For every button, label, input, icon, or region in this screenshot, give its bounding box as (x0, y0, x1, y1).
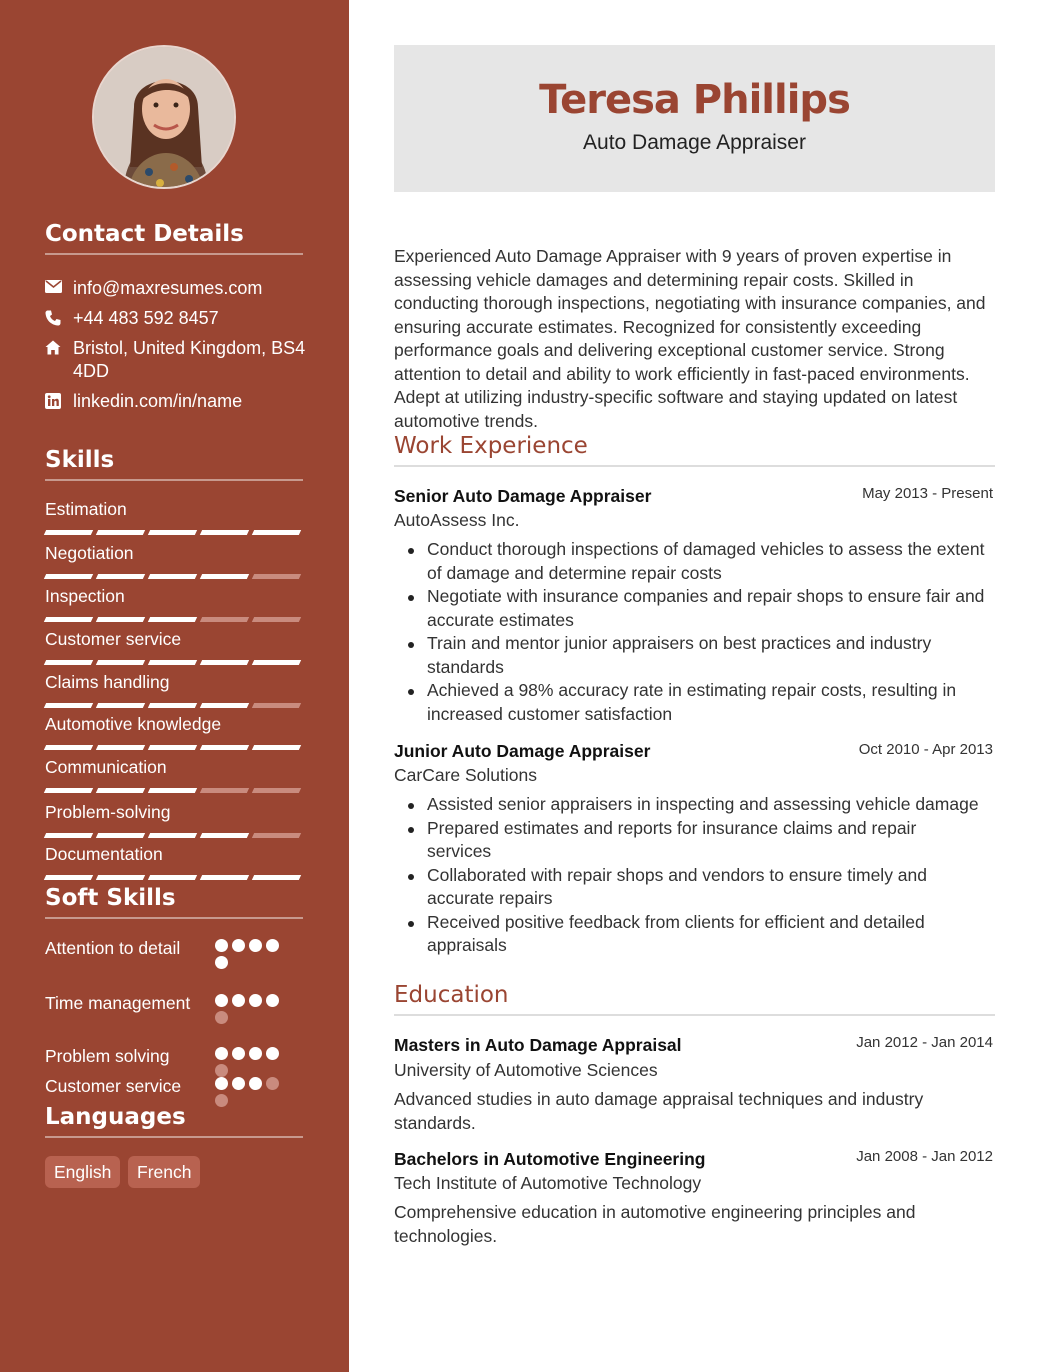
soft-skill-dot-filled (232, 939, 245, 952)
skill-item (45, 843, 303, 880)
skill-bar-filled (44, 617, 93, 622)
skill-bar-filled (96, 574, 145, 579)
soft-skill-item (45, 1074, 303, 1099)
contact-address-text: Bristol, United Kingdom, BS4 4DD (73, 338, 306, 381)
skill-bar-filled (252, 875, 301, 880)
skill-level-bars (45, 703, 303, 708)
skill-bar-filled (148, 833, 197, 838)
candidate-title: Auto Damage Appraiser (583, 131, 806, 154)
skill-bar-filled (200, 745, 249, 750)
job-bullet: Prepared estimates and reports for insurance claims and repair services (405, 817, 985, 864)
soft-skill-level-dots (215, 939, 289, 969)
soft-skill-dot-filled (232, 994, 245, 1007)
soft-skill-item (45, 936, 303, 961)
skill-level-bars (45, 875, 303, 880)
soft-skill-name: Problem solving (45, 1046, 170, 1066)
education-school: Tech Institute of Automotive Technology (394, 1173, 702, 1193)
job-bullet: Conduct thorough inspections of damaged vehicles to assess the extent of damage and determine repair costs (405, 538, 985, 585)
contact-phone[interactable] (45, 307, 310, 330)
soft-skill-dot-empty (266, 1077, 279, 1090)
contact-linkedin[interactable] (45, 390, 310, 413)
soft-skill-dot-filled (249, 994, 262, 1007)
skill-bar-filled (44, 788, 93, 793)
skill-bar-filled (148, 660, 197, 665)
sidebar (0, 0, 349, 1372)
soft-skill-dot-filled (215, 1047, 228, 1060)
soft-skill-level-dots (215, 1077, 289, 1107)
job-dates: Oct 2010 - Apr 2013 (858, 741, 993, 758)
job-bullet: Achieved a 98% accuracy rate in estimating repair costs, resulting in increased customer satisfaction (405, 679, 985, 726)
job-bullet: Train and mentor junior appraisers on best practices and industry standards (405, 632, 985, 679)
education-dates: Jan 2008 - Jan 2012 (856, 1148, 993, 1165)
skill-bar-filled (148, 574, 197, 579)
skill-bar-filled (96, 703, 145, 708)
skill-bar-filled (44, 703, 93, 708)
soft-skills-heading: Soft Skills (45, 885, 303, 919)
job-company: AutoAssess Inc. (394, 510, 520, 530)
skill-bar-filled (148, 875, 197, 880)
skill-item (45, 801, 303, 838)
skill-name: Communication (45, 757, 167, 777)
skill-level-bars (45, 530, 303, 535)
skill-bar-filled (200, 530, 249, 535)
education-degree: Masters in Auto Damage Appraisal (394, 1035, 682, 1055)
soft-skill-dot-filled (249, 1077, 262, 1090)
skill-bar-filled (148, 788, 197, 793)
skill-name: Claims handling (45, 672, 170, 692)
soft-skill-dot-filled (266, 939, 279, 952)
skill-item (45, 628, 303, 665)
soft-skill-dot-filled (266, 994, 279, 1007)
soft-skill-dot-empty (215, 1011, 228, 1024)
skill-bar-empty (200, 788, 249, 793)
education-description: Advanced studies in auto damage appraisal techniques and industry standards. (394, 1089, 924, 1133)
skill-bar-filled (44, 530, 93, 535)
skill-level-bars (45, 833, 303, 838)
skill-bar-filled (96, 875, 145, 880)
skill-level-bars (45, 660, 303, 665)
soft-skill-dot-filled (215, 956, 228, 969)
job-bullets (405, 538, 985, 726)
skill-bar-filled (96, 530, 145, 535)
soft-skill-dot-filled (249, 939, 262, 952)
skill-bar-filled (44, 745, 93, 750)
skill-item (45, 542, 303, 579)
skill-item (45, 756, 303, 793)
skill-bar-empty (252, 617, 301, 622)
skill-name: Automotive knowledge (45, 714, 222, 734)
profile-photo (92, 45, 236, 189)
skill-bar-filled (44, 875, 93, 880)
candidate-name: Teresa Phillips (539, 77, 850, 123)
education-heading: Education (394, 982, 995, 1016)
skill-bar-filled (200, 833, 249, 838)
languages-heading: Languages (45, 1104, 303, 1138)
job-bullet: Collaborated with repair shops and vendors to ensure timely and accurate repairs (405, 864, 985, 911)
profile-summary: Experienced Auto Damage Appraiser with 9 years of proven expertise in assessing vehicle damages and determining repair costs. Skilled in conducting thorough inspections, negotiating with insurance companies, and ensuring accurate estimates. Recognized for consistently exceeding performance goals and delivering exceptional customer service. Strong attention to detail and ability to work efficiently in fast-paced environments. Adept at utilizing industry-specific software and staying updated on latest automotive trends. (394, 246, 986, 431)
job-company: CarCare Solutions (394, 765, 537, 785)
envelope-icon (45, 277, 73, 300)
skill-bar-filled (96, 745, 145, 750)
soft-skill-dot-filled (215, 939, 228, 952)
skill-bar-filled (96, 788, 145, 793)
skill-bar-filled (252, 745, 301, 750)
skill-bar-filled (200, 703, 249, 708)
skill-bar-filled (148, 703, 197, 708)
skill-bar-filled (44, 660, 93, 665)
skill-bar-empty (200, 617, 249, 622)
skill-item (45, 713, 303, 750)
skill-name: Estimation (45, 499, 127, 519)
skills-heading: Skills (45, 447, 303, 481)
contact-phone-text: +44 483 592 8457 (73, 308, 219, 328)
job-title: Junior Auto Damage Appraiser (394, 741, 651, 761)
skill-bar-filled (200, 875, 249, 880)
soft-skill-name: Attention to detail (45, 938, 181, 958)
education-dates: Jan 2012 - Jan 2014 (856, 1034, 993, 1051)
job-bullet: Negotiate with insurance companies and repair shops to ensure fair and accurate estimates (405, 585, 985, 632)
skill-name: Inspection (45, 586, 125, 606)
contact-heading: Contact Details (45, 221, 303, 255)
job-title: Senior Auto Damage Appraiser (394, 486, 652, 506)
skill-name: Documentation (45, 844, 163, 864)
job-bullet: Assisted senior appraisers in inspecting and assessing vehicle damage (405, 793, 985, 817)
soft-skill-level-dots (215, 1047, 289, 1077)
skill-level-bars (45, 574, 303, 579)
linkedin-icon (45, 390, 73, 413)
language-tag: French (128, 1156, 200, 1188)
job-dates: May 2013 - Present (862, 485, 993, 502)
soft-skill-name: Time management (45, 993, 191, 1013)
soft-skill-level-dots (215, 994, 289, 1024)
soft-skill-dot-filled (266, 1047, 279, 1060)
skill-bar-filled (96, 833, 145, 838)
skill-level-bars (45, 745, 303, 750)
education-degree: Bachelors in Automotive Engineering (394, 1149, 706, 1169)
skill-bar-filled (200, 574, 249, 579)
skill-bar-filled (252, 660, 301, 665)
skill-level-bars (45, 788, 303, 793)
language-tag: English (45, 1156, 120, 1188)
skill-name: Customer service (45, 629, 182, 649)
skill-item (45, 498, 303, 535)
skill-bar-filled (44, 833, 93, 838)
education-school: University of Automotive Sciences (394, 1060, 658, 1080)
skill-item (45, 671, 303, 708)
skill-bar-filled (96, 660, 145, 665)
skill-bar-filled (148, 617, 197, 622)
soft-skill-dot-filled (232, 1047, 245, 1060)
education-description: Comprehensive education in automotive engineering principles and technologies. (394, 1202, 916, 1246)
job-bullet: Received positive feedback from clients for efficient and detailed appraisals (405, 911, 985, 958)
skill-bar-empty (252, 574, 301, 579)
contact-email[interactable] (45, 277, 310, 300)
soft-skill-item (45, 991, 303, 1016)
contact-email-text: info@maxresumes.com (73, 278, 263, 298)
skill-name: Problem-solving (45, 802, 171, 822)
soft-skill-dot-filled (232, 1077, 245, 1090)
skill-bar-filled (148, 530, 197, 535)
skill-level-bars (45, 617, 303, 622)
phone-icon (45, 307, 73, 330)
skill-bar-filled (200, 660, 249, 665)
contact-address (45, 337, 310, 383)
skill-bar-filled (252, 530, 301, 535)
work-experience-heading: Work Experience (394, 433, 995, 467)
job-bullets (405, 793, 985, 958)
home-icon (45, 337, 73, 383)
skill-bar-filled (96, 617, 145, 622)
skill-bar-empty (252, 833, 301, 838)
skill-name: Negotiation (45, 543, 134, 563)
soft-skill-dot-filled (249, 1047, 262, 1060)
soft-skill-dot-filled (215, 1077, 228, 1090)
skill-bar-filled (148, 745, 197, 750)
skill-bar-empty (252, 703, 301, 708)
soft-skill-item (45, 1044, 303, 1069)
skill-bar-empty (252, 788, 301, 793)
soft-skill-dot-filled (215, 994, 228, 1007)
skill-bar-filled (44, 574, 93, 579)
contact-linkedin-text: linkedin.com/in/name (73, 391, 243, 411)
resume-header (394, 45, 995, 192)
skill-item (45, 585, 303, 622)
soft-skill-name: Customer service (45, 1076, 182, 1096)
